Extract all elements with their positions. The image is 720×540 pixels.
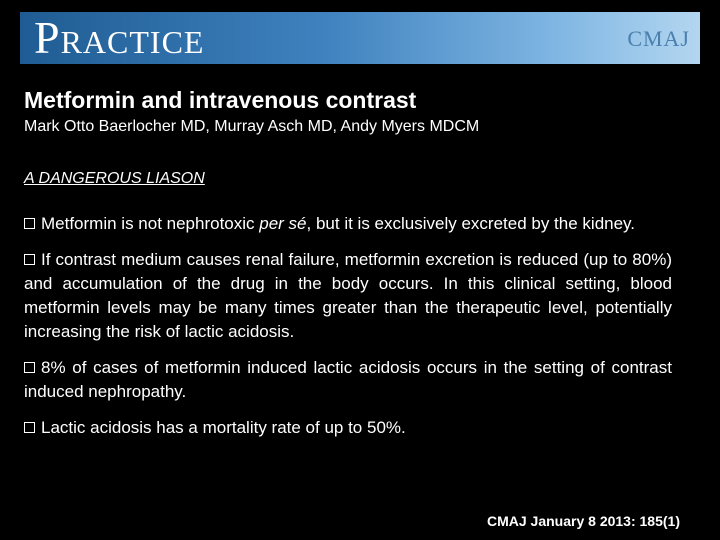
cmaj-logo: CMAJ [627, 26, 690, 51]
section-heading: A DANGEROUS LIASON [24, 170, 205, 187]
bullet-item [24, 416, 672, 440]
citation: CMAJ January 8 2013: 185(1) [487, 513, 680, 529]
bullet-list [24, 212, 672, 452]
checkbox-icon [24, 362, 35, 373]
bullet-item [24, 212, 672, 236]
header-banner [20, 12, 700, 64]
checkbox-icon [24, 254, 35, 265]
bullet-text: If contrast medium causes renal failure, metformin excretion is reduced (up to 80%) and accumulation of the drug in the body occurs. In this clinical setting, blood metformin levels may be many times greater than the therapeutic level, potentially increasing the risk of lactic acidosis. [24, 250, 672, 341]
banner-title: Practice [34, 12, 205, 63]
bullet-text: 8% of cases of metformin induced lactic acidosis occurs in the setting of contrast induced nephropathy. [24, 358, 672, 401]
bullet-italic-text: per sé [259, 214, 307, 233]
bullet-text: Metformin is not nephrotoxic [41, 214, 260, 233]
checkbox-icon [24, 218, 35, 229]
bullet-item [24, 248, 672, 344]
slide-title: Metformin and intravenous contrast [24, 87, 417, 113]
bullet-text: Lactic acidosis has a mortality rate of up to 50%. [41, 418, 406, 437]
authors: Mark Otto Baerlocher MD, Murray Asch MD, Andy Myers MDCM [24, 118, 480, 135]
bullet-text: , but it is exclusively excreted by the kidney. [306, 214, 636, 233]
checkbox-icon [24, 422, 35, 433]
bullet-item [24, 356, 672, 404]
